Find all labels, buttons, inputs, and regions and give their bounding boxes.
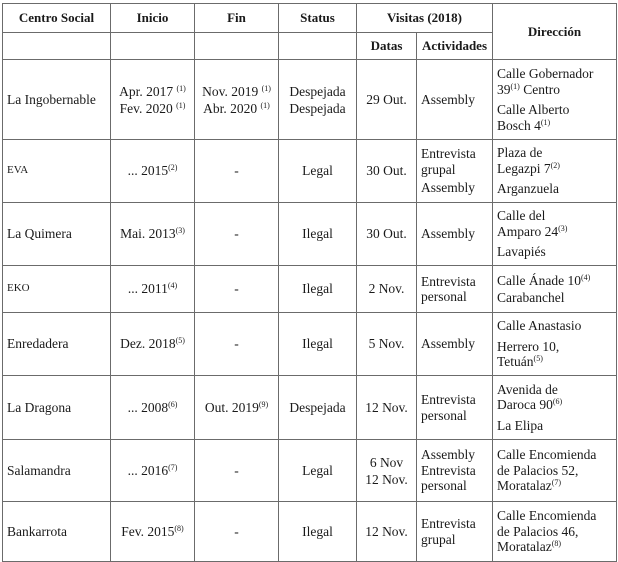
cell-direccion: Calle del Amparo 24$^{(3)}$ Lavapiés [493,203,617,266]
visits-table [2,3,617,562]
cell-datas: 29 Out. [357,60,417,140]
cell-centro: EKO [3,266,111,313]
table-row [3,440,617,502]
cell-direccion: Calle Gobernador 39$^{(1)}$ Centro Calle Alberto Bosch 4$^{(1)}$ [493,60,617,140]
cell-inicio: Dez. 2018$^{(5)}$ [111,313,195,376]
cell-actividades: Entrevista personal [417,376,493,440]
cell-status: Legal [279,440,357,502]
cell-actividades: Assembly [417,60,493,140]
cell-centro: La Dragona [3,376,111,440]
header-datas: Datas [357,33,417,60]
cell-datas: 30 Out. [357,203,417,266]
header-direccion: Dirección [493,4,617,60]
cell-inicio: ... 2008$^{(6)}$ [111,376,195,440]
cell-status: Legal [279,140,357,203]
header-blank [279,33,357,60]
cell-fin: - [195,440,279,502]
cell-direccion: Calle Encomienda de Palacios 46, Moratalaz$^{(8)}$ [493,502,617,562]
cell-centro: Enredadera [3,313,111,376]
cell-fin: - [195,140,279,203]
header-actividades: Actividades [417,33,493,60]
table-row [3,376,617,440]
header-centro-social: Centro Social [3,4,111,33]
cell-actividades: Entrevista personal [417,266,493,313]
cell-inicio: Fev. 2015$^{(8)}$ [111,502,195,562]
cell-direccion: Plaza de Legazpi 7$^{(2)}$ Arganzuela [493,140,617,203]
cell-datas: 6 Nov 12 Nov. [357,440,417,502]
cell-fin: Nov. 2019 $^{(1)}$ Abr. 2020 $^{(1)}$ [195,60,279,140]
cell-centro: La Ingobernable [3,60,111,140]
table-row [3,313,617,376]
cell-inicio: ... 2015$^{(2)}$ [111,140,195,203]
header-blank [195,33,279,60]
cell-status: Ilegal [279,203,357,266]
table-row [3,203,617,266]
cell-status: Ilegal [279,313,357,376]
cell-direccion: Calle Encomienda de Palacios 52, Moratalaz$^{(7)}$ [493,440,617,502]
table-row [3,140,617,203]
cell-datas: 30 Out. [357,140,417,203]
cell-datas: 2 Nov. [357,266,417,313]
cell-datas: 5 Nov. [357,313,417,376]
cell-actividades: Entrevista grupal Assembly [417,140,493,203]
cell-fin: - [195,203,279,266]
cell-inicio: Apr. 2017 $^{(1)}$ Fev. 2020 $^{(1)}$ [111,60,195,140]
table-row [3,60,617,140]
cell-centro: Salamandra [3,440,111,502]
cell-inicio: ... 2016$^{(7)}$ [111,440,195,502]
cell-direccion: Calle Ánade 10$^{(4)}$ Carabanchel [493,266,617,313]
cell-datas: 12 Nov. [357,502,417,562]
cell-status: Ilegal [279,266,357,313]
cell-status: Despejada Despejada [279,60,357,140]
cell-fin: - [195,313,279,376]
cell-actividades: Assembly [417,313,493,376]
header-visitas: Visitas (2018) [357,4,493,33]
cell-datas: 12 Nov. [357,376,417,440]
cell-inicio: ... 2011$^{(4)}$ [111,266,195,313]
cell-centro: EVA [3,140,111,203]
table-row [3,266,617,313]
cell-direccion: Calle Anastasio Herrero 10, Tetuán$^{(5)}$ [493,313,617,376]
cell-fin: - [195,266,279,313]
cell-status: Ilegal [279,502,357,562]
header-blank [3,33,111,60]
cell-inicio: Mai. 2013$^{(3)}$ [111,203,195,266]
cell-centro: Bankarrota [3,502,111,562]
cell-fin: Out. 2019$^{(9)}$ [195,376,279,440]
header-blank [111,33,195,60]
header-fin: Fin [195,4,279,33]
cell-centro: La Quimera [3,203,111,266]
cell-actividades: Entrevista grupal [417,502,493,562]
cell-fin: - [195,502,279,562]
cell-direccion: Avenida de Daroca 90$^{(6)}$ La Elipa [493,376,617,440]
cell-actividades: Assembly [417,203,493,266]
header-status: Status [279,4,357,33]
table-row [3,502,617,562]
cell-actividades: Assembly Entrevista personal [417,440,493,502]
cell-status: Despejada [279,376,357,440]
header-inicio: Inicio [111,4,195,33]
